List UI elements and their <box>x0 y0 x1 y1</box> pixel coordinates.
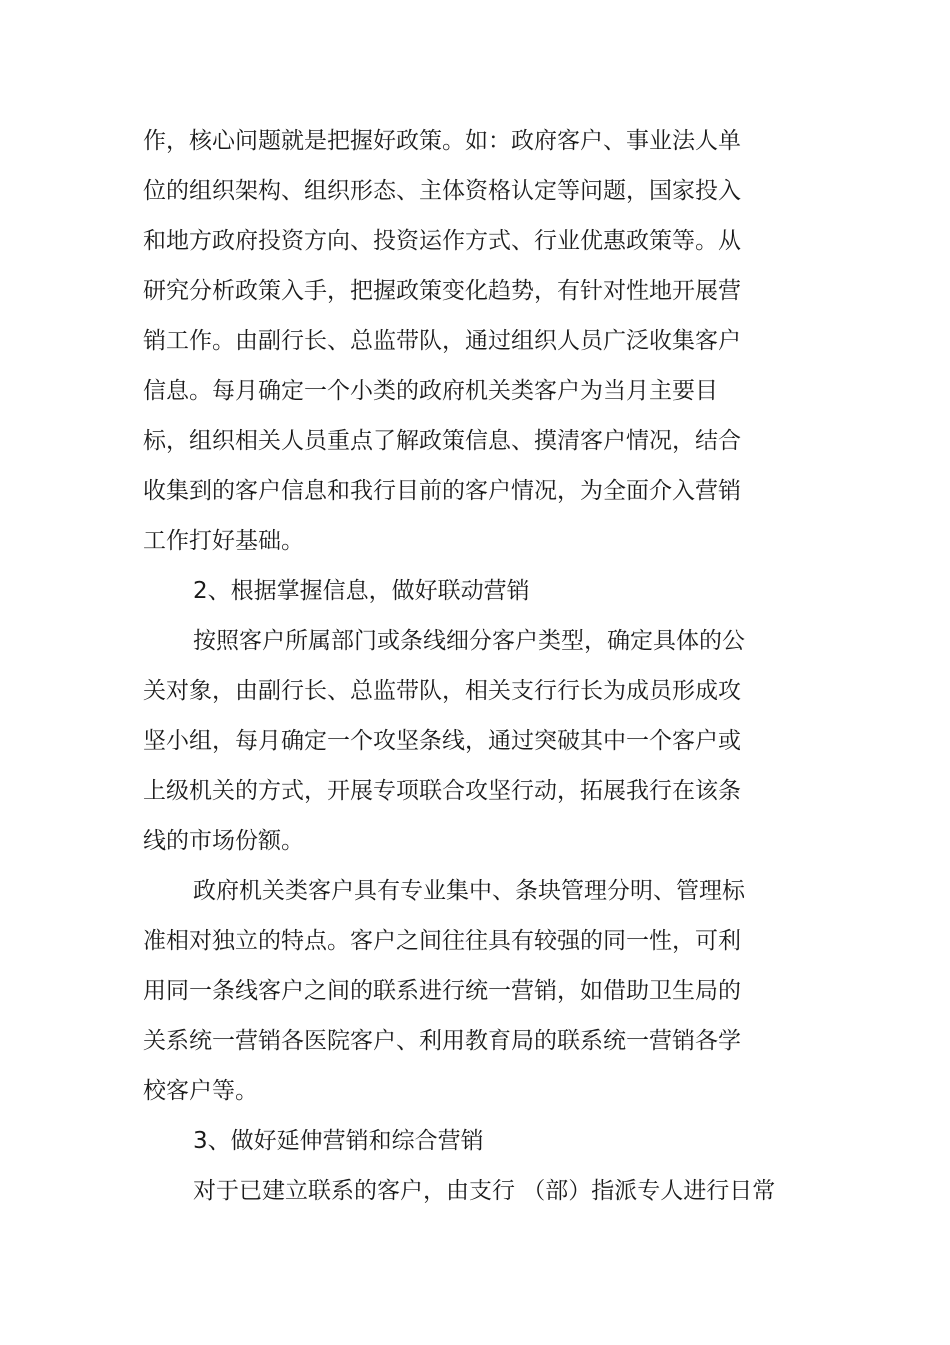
text-line: 销工作。由副行长、总监带队，通过组织人员广泛收集客户 <box>143 328 741 354</box>
text-line: 坚小组，每月确定一个攻坚条线，通过突破其中一个客户或 <box>143 728 741 754</box>
text-line: 和地方政府投资方向、投资运作方式、行业优惠政策等。从 <box>143 228 741 254</box>
text-line: 位的组织架构、组织形态、主体资格认定等问题，国家投入 <box>143 178 741 204</box>
text-line: 上级机关的方式，开展专项联合攻坚行动，拓展我行在该条 <box>143 778 741 804</box>
text-line: 准相对独立的特点。客户之间往往具有较强的同一性，可利 <box>143 928 741 954</box>
text-line: 信息。每月确定一个小类的政府机关类客户为当月主要目 <box>143 378 718 404</box>
text-line: 用同一条线客户之间的联系进行统一营销，如借助卫生局的 <box>143 978 741 1004</box>
section-heading: 2、根据掌握信息，做好联动营销 <box>193 578 530 604</box>
text-line: 标，组织相关人员重点了解政策信息、摸清客户情况，结合 <box>143 428 741 454</box>
text-line: 作，核心问题就是把握好政策。如：政府客户、事业法人单 <box>143 128 741 154</box>
text-line: 校客户等。 <box>143 1078 258 1104</box>
text-line: 收集到的客户信息和我行目前的客户情况，为全面介入营销 <box>143 478 741 504</box>
text-line: 按照客户所属部门或条线细分客户类型，确定具体的公 <box>193 628 745 654</box>
text-line: 研究分析政策入手，把握政策变化趋势，有针对性地开展营 <box>143 278 741 304</box>
text-line: 线的市场份额。 <box>143 828 304 854</box>
text-line: 关系统一营销各医院客户、利用教育局的联系统一营销各学 <box>143 1028 741 1054</box>
text-line: 工作打好基础。 <box>143 528 304 554</box>
text-line: 关对象，由副行长、总监带队，相关支行行长为成员形成攻 <box>143 678 741 704</box>
text-line: 政府机关类客户具有专业集中、条块管理分明、管理标 <box>193 878 745 904</box>
text-line: 对于已建立联系的客户，由支行 （部）指派专人进行日常 <box>193 1178 776 1204</box>
section-heading: 3、做好延伸营销和综合营销 <box>193 1128 484 1154</box>
